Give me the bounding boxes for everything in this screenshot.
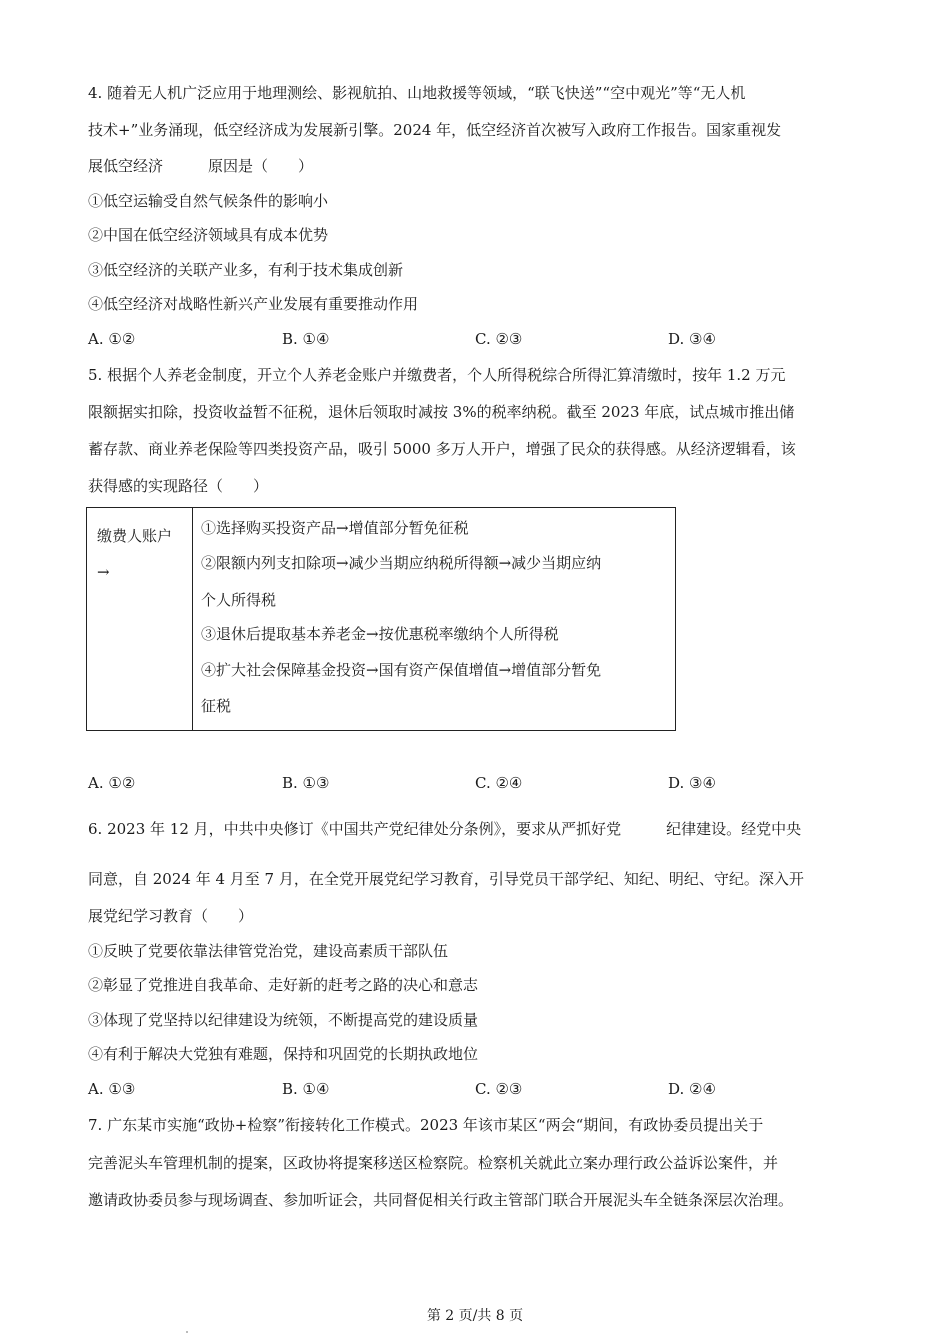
q4-stem-line-1: 4. 随着无人机广泛应用于地理测绘、影视航拍、山地救援等领域，“联飞快送”“空中观光”等“无人机 xyxy=(88,84,746,102)
q5-stem-line-3: 蓄存款、商业养老保险等四类投资产品，吸引 5000 多万人开户，增强了民众的获得感。从经济逻辑看，该 xyxy=(88,440,796,458)
q6-statement-4: ④有利于解决大党独有难题，保持和巩固党的长期执政地位 xyxy=(88,1045,479,1063)
q6-statement-1: ①反映了党要依靠法律管党治党，建设高素质干部队伍 xyxy=(88,942,449,960)
table-left-label: 缴费人账户 xyxy=(97,527,173,545)
q4-option-c: C. ②③ xyxy=(475,330,523,348)
q6-option-d: D. ②④ xyxy=(668,1080,716,1098)
table-path-2-cont: 个人所得税 xyxy=(201,591,277,609)
q6-option-a: A. ①③ xyxy=(88,1080,136,1098)
q5-option-a: A. ①② xyxy=(88,774,136,792)
q6-stem-line-1: 6. 2023 年 12 月，中共中央修订《中国共产党纪律处分条例》，要求从严抓好党 纪律建设。经党中央 xyxy=(88,820,802,838)
q5-option-d: D. ③④ xyxy=(668,774,716,792)
q5-stem-line-4: 获得感的实现路径（ ） xyxy=(88,477,269,495)
q5-option-b: B. ①③ xyxy=(282,774,330,792)
q6-stem-line-3: 展党纪学习教育（ ） xyxy=(88,907,254,925)
q6-stem-line-2: 同意，自 2024 年 4 月至 7 月，在全党开展党纪学习教育，引导党员干部学纪、知纪、明纪、守纪。深入开 xyxy=(88,870,804,888)
q4-statement-2: ②中国在低空经济领域具有成本优势 xyxy=(88,226,329,244)
q5-stem-line-1: 5. 根据个人养老金制度，开立个人养老金账户并缴费者，个人所得税综合所得汇算清缴时，按年 1.2 万元 xyxy=(88,366,786,384)
table-path-4-cont: 征税 xyxy=(201,697,232,715)
scan-speck xyxy=(186,1331,188,1333)
q6-option-b: B. ①④ xyxy=(282,1080,330,1098)
q4-stem-line-3: 展低空经济 原因是（ ） xyxy=(88,157,314,175)
table-left-arrow: → xyxy=(97,563,110,581)
table-path-4: ④扩大社会保障基金投资→国有资产保值增值→增值部分暂免 xyxy=(201,661,602,679)
q6-option-c: C. ②③ xyxy=(475,1080,523,1098)
q6-statement-3: ③体现了党坚持以纪律建设为统领，不断提高党的建设质量 xyxy=(88,1011,479,1029)
table-left-cell xyxy=(97,518,187,590)
q4-statement-3: ③低空经济的关联产业多，有利于技术集成创新 xyxy=(88,261,404,279)
q7-stem-line-2: 完善泥头车管理机制的提案，区政协将提案移送区检察院。检察机关就此立案办理行政公益诉讼案件，并 xyxy=(88,1154,779,1172)
q4-option-d: D. ③④ xyxy=(668,330,716,348)
table-path-1: ①选择购买投资产品→增值部分暂免征税 xyxy=(201,519,469,537)
q4-statement-1: ①低空运输受自然气候条件的影响小 xyxy=(88,192,329,210)
q6-statement-2: ②彰显了党推进自我革命、走好新的赶考之路的决心和意志 xyxy=(88,976,479,994)
q4-statement-4: ④低空经济对战略性新兴产业发展有重要推动作用 xyxy=(88,295,419,313)
q7-stem-line-1: 7. 广东某市实施“政协+检察”衔接转化工作模式。2023 年该市某区“两会“期间，有政协委员提出关于 xyxy=(88,1116,764,1134)
q4-option-b: B. ①④ xyxy=(282,330,330,348)
table-divider xyxy=(192,508,193,730)
page-number: 第 2 页/共 8 页 xyxy=(426,1308,524,1324)
q7-stem-line-3: 邀请政协委员参与现场调查、参加听证会，共同督促相关行政主管部门联合开展泥头车全链条深层次治理。 xyxy=(88,1191,794,1209)
table-path-2: ②限额内列支扣除项→减少当期应纳税所得额→减少当期应纳 xyxy=(201,554,602,572)
table-path-3: ③退休后提取基本养老金→按优惠税率缴纳个人所得税 xyxy=(201,625,559,643)
q4-option-a: A. ①② xyxy=(88,330,136,348)
q5-path-table xyxy=(86,507,676,731)
q5-stem-line-2: 限额据实扣除，投资收益暂不征税，退休后领取时减按 3%的税率纳税。截至 2023 年底，试点城市推出储 xyxy=(88,403,795,421)
q5-option-c: C. ②④ xyxy=(475,774,523,792)
q4-stem-line-2: 技术+”业务涌现，低空经济成为发展新引擎。2024 年，低空经济首次被写入政府工作报告。国家重视发 xyxy=(88,121,782,139)
